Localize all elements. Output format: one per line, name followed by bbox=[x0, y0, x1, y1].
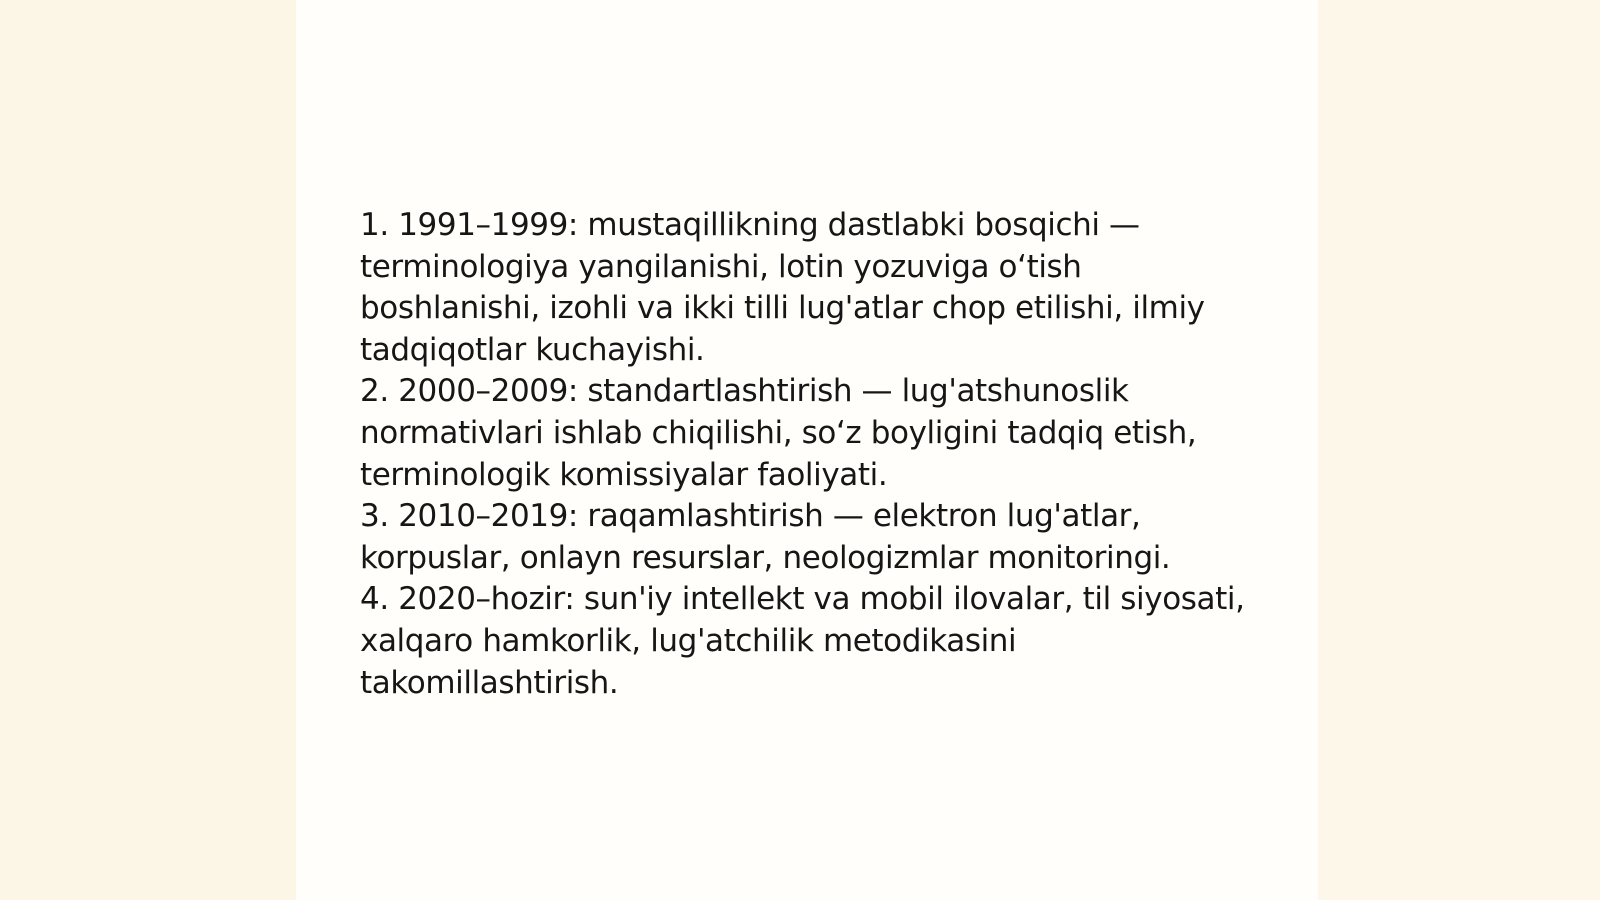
period-list bbox=[360, 205, 1260, 704]
slide-canvas bbox=[296, 0, 1318, 900]
left-margin-panel bbox=[0, 0, 296, 900]
right-margin-panel bbox=[1318, 0, 1600, 900]
period-item-2000-2009: 2. 2000–2009: standartlashtirish — lug'atshunoslik normativlari ishlab chiqilishi, soʻz boyligini tadqiq etish, terminologik komissiyalar faoliyati. bbox=[360, 373, 1197, 493]
period-item-2020-present: 4. 2020–hozir: sun'iy intellekt va mobil ilovalar, til siyosati, xalqaro hamkorlik, lug'atchilik metodikasini takomillashtirish. bbox=[360, 581, 1245, 701]
period-item-2010-2019: 3. 2010–2019: raqamlashtirish — elektron lug'atlar, korpuslar, onlayn resurslar, neologizmlar monitoringi. bbox=[360, 498, 1171, 576]
period-item-1991-1999: 1. 1991–1999: mustaqillikning dastlabki bosqichi — terminologiya yangilanishi, lotin yozuviga oʻtish boshlanishi, izohli va ikki tilli lug'atlar chop etilishi, ilmiy tadqiqotlar kuchayishi. bbox=[360, 207, 1205, 368]
